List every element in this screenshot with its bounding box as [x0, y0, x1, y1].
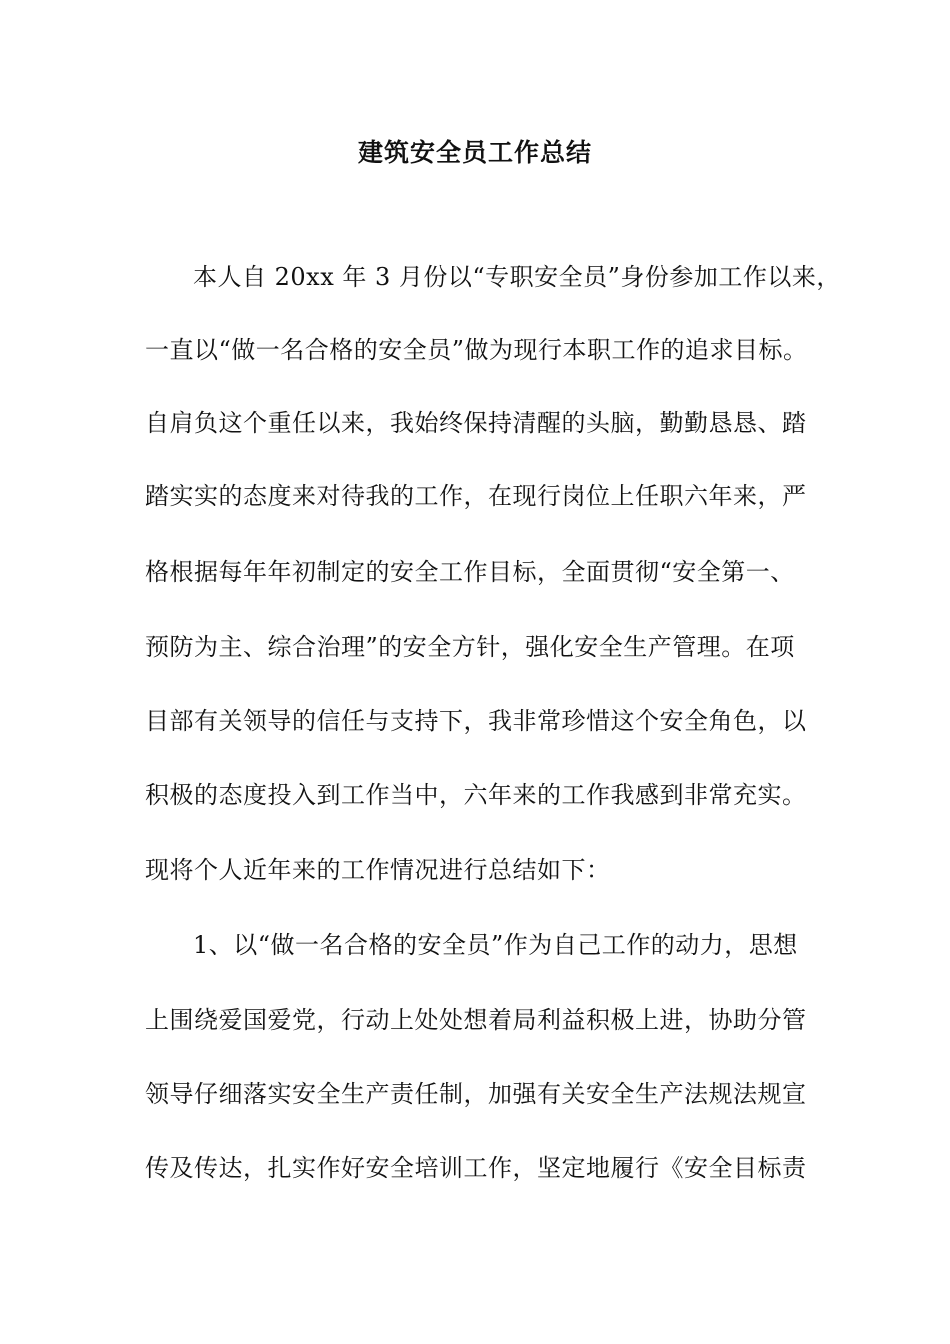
- paragraph-line: 一直以“做一名合格的安全员”做为现行本职工作的追求目标。: [145, 336, 808, 364]
- paragraph-line: 格根据每年年初制定的安全工作目标，全面贯彻“安全第一、: [145, 558, 795, 586]
- paragraph-line: 预防为主、综合治理”的安全方针，强化安全生产管理。在项: [145, 633, 795, 661]
- paragraph-line: 本人自 20xx 年 3 月份以“专职安全员”身份参加工作以来，: [193, 263, 841, 291]
- paragraph-line: 领导仔细落实安全生产责任制，加强有关安全生产法规法规宣: [145, 1080, 807, 1108]
- document-title: 建筑安全员工作总结: [357, 138, 592, 167]
- paragraph-line: 现将个人近年来的工作情况进行总结如下：: [145, 856, 611, 884]
- paragraph-line: 自肩负这个重任以来，我始终保持清醒的头脑，勤勤恳恳、踏: [145, 409, 807, 437]
- paragraph-line: 踏实实的态度来对待我的工作，在现行岗位上任职六年来，严: [145, 482, 807, 510]
- paragraph-line: 传及传达，扎实作好安全培训工作，坚定地履行《安全目标责: [145, 1154, 807, 1182]
- paragraph-line: 积极的态度投入到工作当中，六年来的工作我感到非常充实。: [145, 781, 807, 809]
- paragraph-line: 目部有关领导的信任与支持下，我非常珍惜这个安全角色，以: [145, 707, 807, 735]
- paragraph-line: 上围绕爱国爱党，行动上处处想着局利益积极上进，协助分管: [145, 1006, 807, 1034]
- paragraph-line: 1、以“做一名合格的安全员”作为自己工作的动力，思想: [193, 931, 798, 959]
